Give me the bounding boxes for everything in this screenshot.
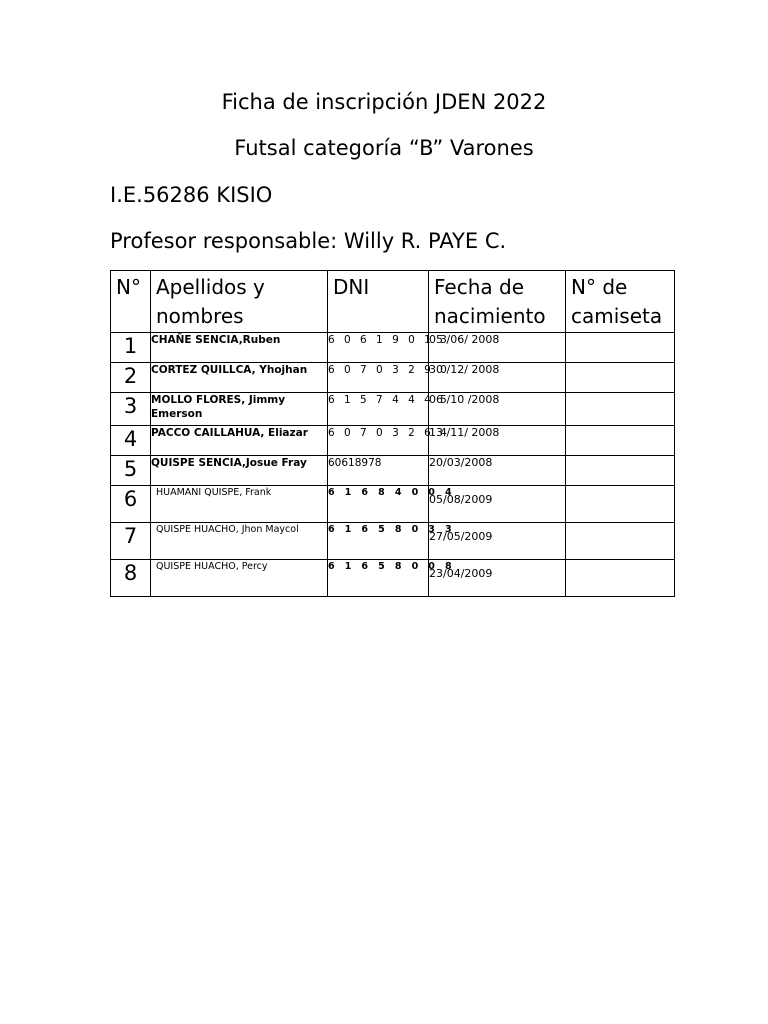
row-number: 1	[111, 333, 151, 363]
player-shirt-number	[566, 523, 675, 560]
table-header-row	[111, 271, 675, 333]
player-dni: 6 0 7 0 3 2 6 4	[328, 426, 429, 456]
player-name: CHAÑE SENCIA,Ruben	[151, 333, 328, 363]
row-number: 7	[111, 523, 151, 560]
player-shirt-number	[566, 486, 675, 523]
player-name: QUISPE HUACHO, Percy	[151, 560, 328, 597]
player-dni: 6 1 6 8 4 0 0 4	[328, 486, 429, 523]
player-dni: 6 1 5 7 4 4 4 5	[328, 393, 429, 426]
player-birthdate: 13 /11/ 2008	[429, 426, 566, 456]
table-row	[111, 456, 675, 486]
responsible-teacher: Profesor responsable: Willy R. PAYE C.	[110, 229, 507, 253]
player-dni: 6 0 6 1 9 0 1 3	[328, 333, 429, 363]
player-birthdate: 20/03/2008	[429, 456, 566, 486]
table-row	[111, 523, 675, 560]
player-birthdate: 05 /06/ 2008	[429, 333, 566, 363]
table-row	[111, 426, 675, 456]
player-shirt-number	[566, 393, 675, 426]
player-dni: 60618978	[328, 456, 429, 486]
player-shirt-number	[566, 426, 675, 456]
player-dni: 6 1 6 5 8 0 3 3	[328, 523, 429, 560]
player-dni: 6 0 7 0 3 2 9 0	[328, 363, 429, 393]
player-birthdate: 27/05/2009	[429, 523, 566, 560]
document-title: Ficha de inscripción JDEN 2022	[221, 90, 547, 114]
player-name: MOLLO FLORES, Jimmy Emerson	[151, 393, 328, 426]
player-name: QUISPE SENCIA,Josue Fray	[151, 456, 328, 486]
row-number: 3	[111, 393, 151, 426]
player-name: QUISPE HUACHO, Jhon Maycol	[151, 523, 328, 560]
table-row	[111, 363, 675, 393]
table-row	[111, 486, 675, 523]
column-header-birthdate: Fecha de nacimiento	[429, 271, 566, 333]
column-header-shirt-number: N° de camiseta	[566, 271, 675, 333]
player-name: PACCO CAILLAHUA, Eliazar	[151, 426, 328, 456]
player-birthdate: 23/04/2009	[429, 560, 566, 597]
player-birthdate: 06 /10 /2008	[429, 393, 566, 426]
player-shirt-number	[566, 333, 675, 363]
player-shirt-number	[566, 560, 675, 597]
player-shirt-number	[566, 363, 675, 393]
column-header-number: N°	[111, 271, 151, 333]
row-number: 4	[111, 426, 151, 456]
player-name: CORTEZ QUILLCA, Yhojhan	[151, 363, 328, 393]
player-birthdate: 05/08/2009	[429, 486, 566, 523]
row-number: 6	[111, 486, 151, 523]
player-dni: 6 1 6 5 8 0 0 8	[328, 560, 429, 597]
table-row	[111, 393, 675, 426]
column-header-dni: DNI	[328, 271, 429, 333]
row-number: 8	[111, 560, 151, 597]
document-subtitle: Futsal categoría “B” Varones	[234, 136, 534, 160]
registration-table	[110, 270, 675, 597]
table-row	[111, 560, 675, 597]
school-name: I.E.56286 KISIO	[110, 183, 273, 207]
player-shirt-number	[566, 456, 675, 486]
table-row	[111, 333, 675, 363]
column-header-name: Apellidos y nombres	[151, 271, 328, 333]
player-name: HUAMANI QUISPE, Frank	[151, 486, 328, 523]
row-number: 5	[111, 456, 151, 486]
row-number: 2	[111, 363, 151, 393]
player-birthdate: 30 /12/ 2008	[429, 363, 566, 393]
